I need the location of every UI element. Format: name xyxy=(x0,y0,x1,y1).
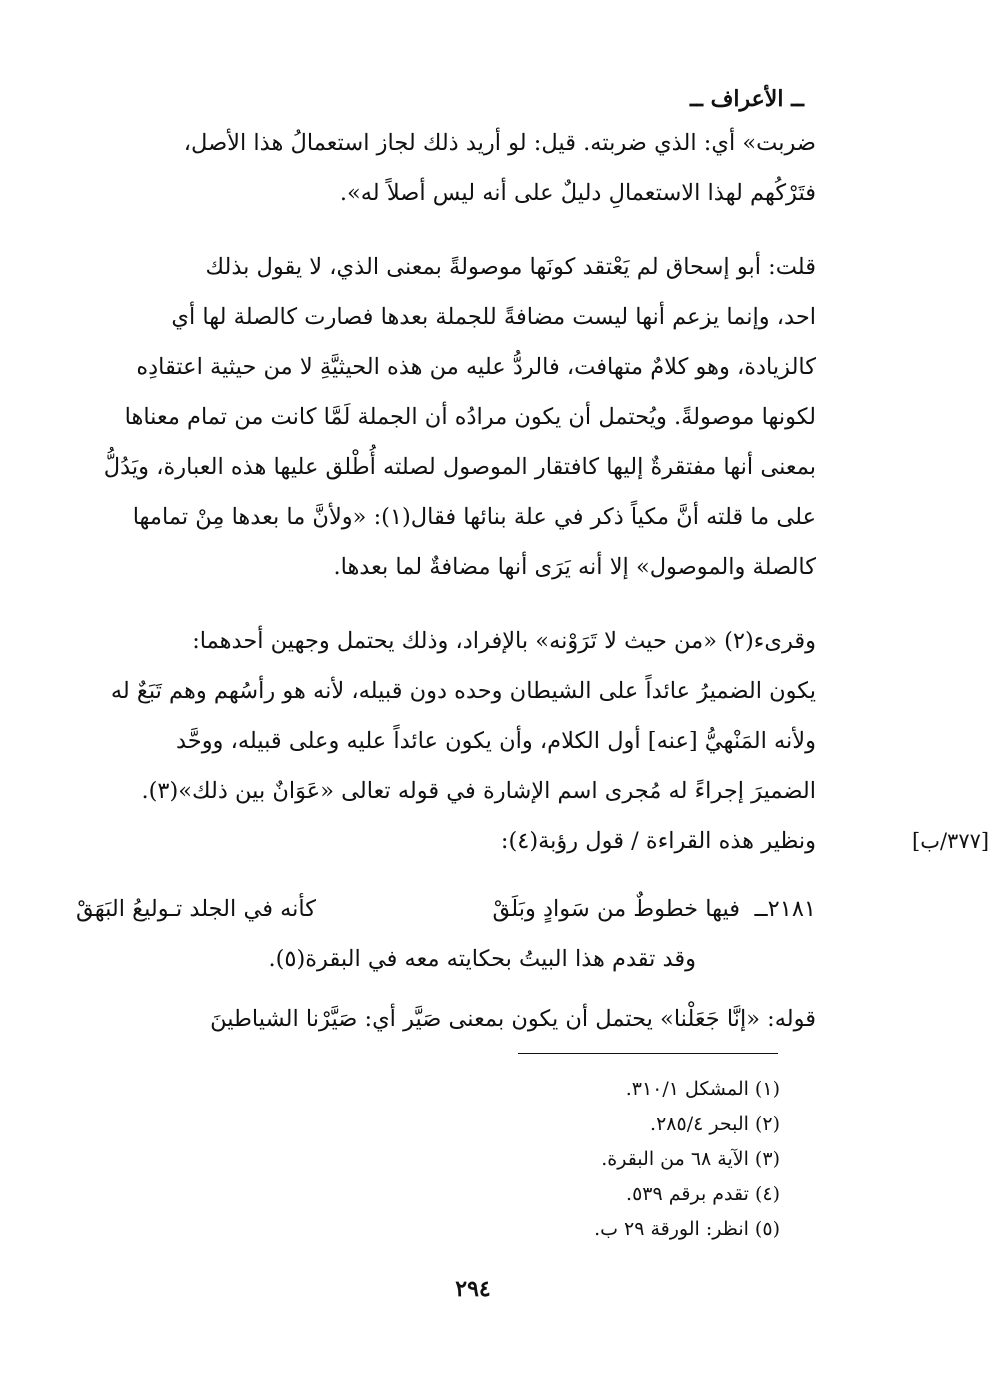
text-line-with-margin-note xyxy=(116,816,989,866)
paragraph-1 xyxy=(116,118,816,218)
text-line: قلت: أبو إسحاق لم يَعْتقد كونَها موصولةً بمعنى الذي، لا يقول بذلك xyxy=(205,254,816,280)
text-line: احد، وإنما يزعم أنها ليست مضافةً للجملة بعدها فصارت كالصلة لها أي xyxy=(171,304,816,330)
text-line: على ما قلته أنَّ مكياً ذكر في علة بنائها فقال(١): «ولأنَّ ما بعدها مِنْ تمامها xyxy=(132,504,816,530)
text-line: يكون الضميرُ عائداً على الشيطان وحده دون قبيله، لأنه هو رأسُهم وهم تَبَعٌ له xyxy=(110,678,816,704)
footnote-item: (١) المشكل ٣١٠/١. xyxy=(625,1078,780,1100)
footnote-item: (٤) تقدم برقم ٥٣٩. xyxy=(626,1183,780,1205)
verse-hemistich-second: كأنه في الجلد تـوليعُ البَهَقْ xyxy=(75,896,316,922)
text-line: الضميرَ إجراءً له مُجرى اسم الإشارة في قوله تعالى «عَوَانٌ بين ذلك»(٣). xyxy=(141,778,816,804)
verse-number: ٢١٨١ــ xyxy=(754,896,816,922)
text-line: وقرىء(٢) «من حيث لا تَرَوْنه» بالإفراد، وذلك يحتمل وجهين أحدهما: xyxy=(192,628,816,654)
text-line: بمعنى أنها مفتقرةٌ إليها كافتقار الموصول لصلته أُطْلق عليها هذه العبارة، ويَدُلُّ xyxy=(103,454,816,480)
text-line: كالزيادة، وهو كلامٌ متهافت، فالردُّ عليه من هذه الحيثيَّةِ لا من حيثية اعتقادِه xyxy=(136,354,816,380)
text-line: فتَرْكُهم لهذا الاستعمالِ دليلٌ على أنه ليس أصلاً له». xyxy=(339,180,816,206)
text-line: ونظير هذه القراءة / قول رؤبة(٤): xyxy=(500,828,816,854)
paragraph-4 xyxy=(116,994,816,1044)
footnote-item: (٣) الآية ٦٨ من البقرة. xyxy=(601,1148,780,1170)
paragraph-3 xyxy=(110,616,989,866)
footnote-item: (٢) البحر ٢٨٥/٤. xyxy=(650,1113,780,1135)
running-header: ــ الأعراف ــ xyxy=(690,86,804,112)
text-line: لكونها موصولةً. ويُحتمل أن يكون مرادُه أن الجملة لَمَّا كانت من تمام معناها xyxy=(124,404,816,430)
footnotes xyxy=(594,1072,780,1247)
main-text xyxy=(75,118,989,1044)
poetry-verse xyxy=(75,884,816,934)
text-line: قوله: «إنَّا جَعَلْنا» يحتمل أن يكون بمعنى صَيَّر أي: صَيَّرْنا الشياطينَ xyxy=(210,1006,816,1032)
page-number: ٢٩٤ xyxy=(455,1276,491,1302)
text-line: كالصلة والموصول» إلا أنه يَرَى أنها مضافةٌ لما بعدها. xyxy=(333,554,816,580)
footnote-item: (٥) انظر: الورقة ٢٩ ب. xyxy=(594,1218,780,1240)
text-line: وقد تقدم هذا البيتُ بحكايته معه في البقرة(٥). xyxy=(268,946,696,972)
verse-hemistich-first: فيها خطوطٌ من سَوادٍ وبَلَقْ xyxy=(492,896,740,922)
verse-note xyxy=(116,934,816,984)
text-line: ولأنه المَنْهيُّ [عنه] أول الكلام، وأن يكون عائداً عليه وعلى قبيله، ووحَّد xyxy=(175,728,816,754)
text-line: ضربت» أي: الذي ضربته. قيل: لو أريد ذلك لجاز استعمالُ هذا الأصل، xyxy=(183,130,816,156)
manuscript-folio-note: [٣٧٧/ب] xyxy=(912,829,989,853)
paragraph-2 xyxy=(103,242,816,592)
footnote-separator xyxy=(518,1053,778,1054)
